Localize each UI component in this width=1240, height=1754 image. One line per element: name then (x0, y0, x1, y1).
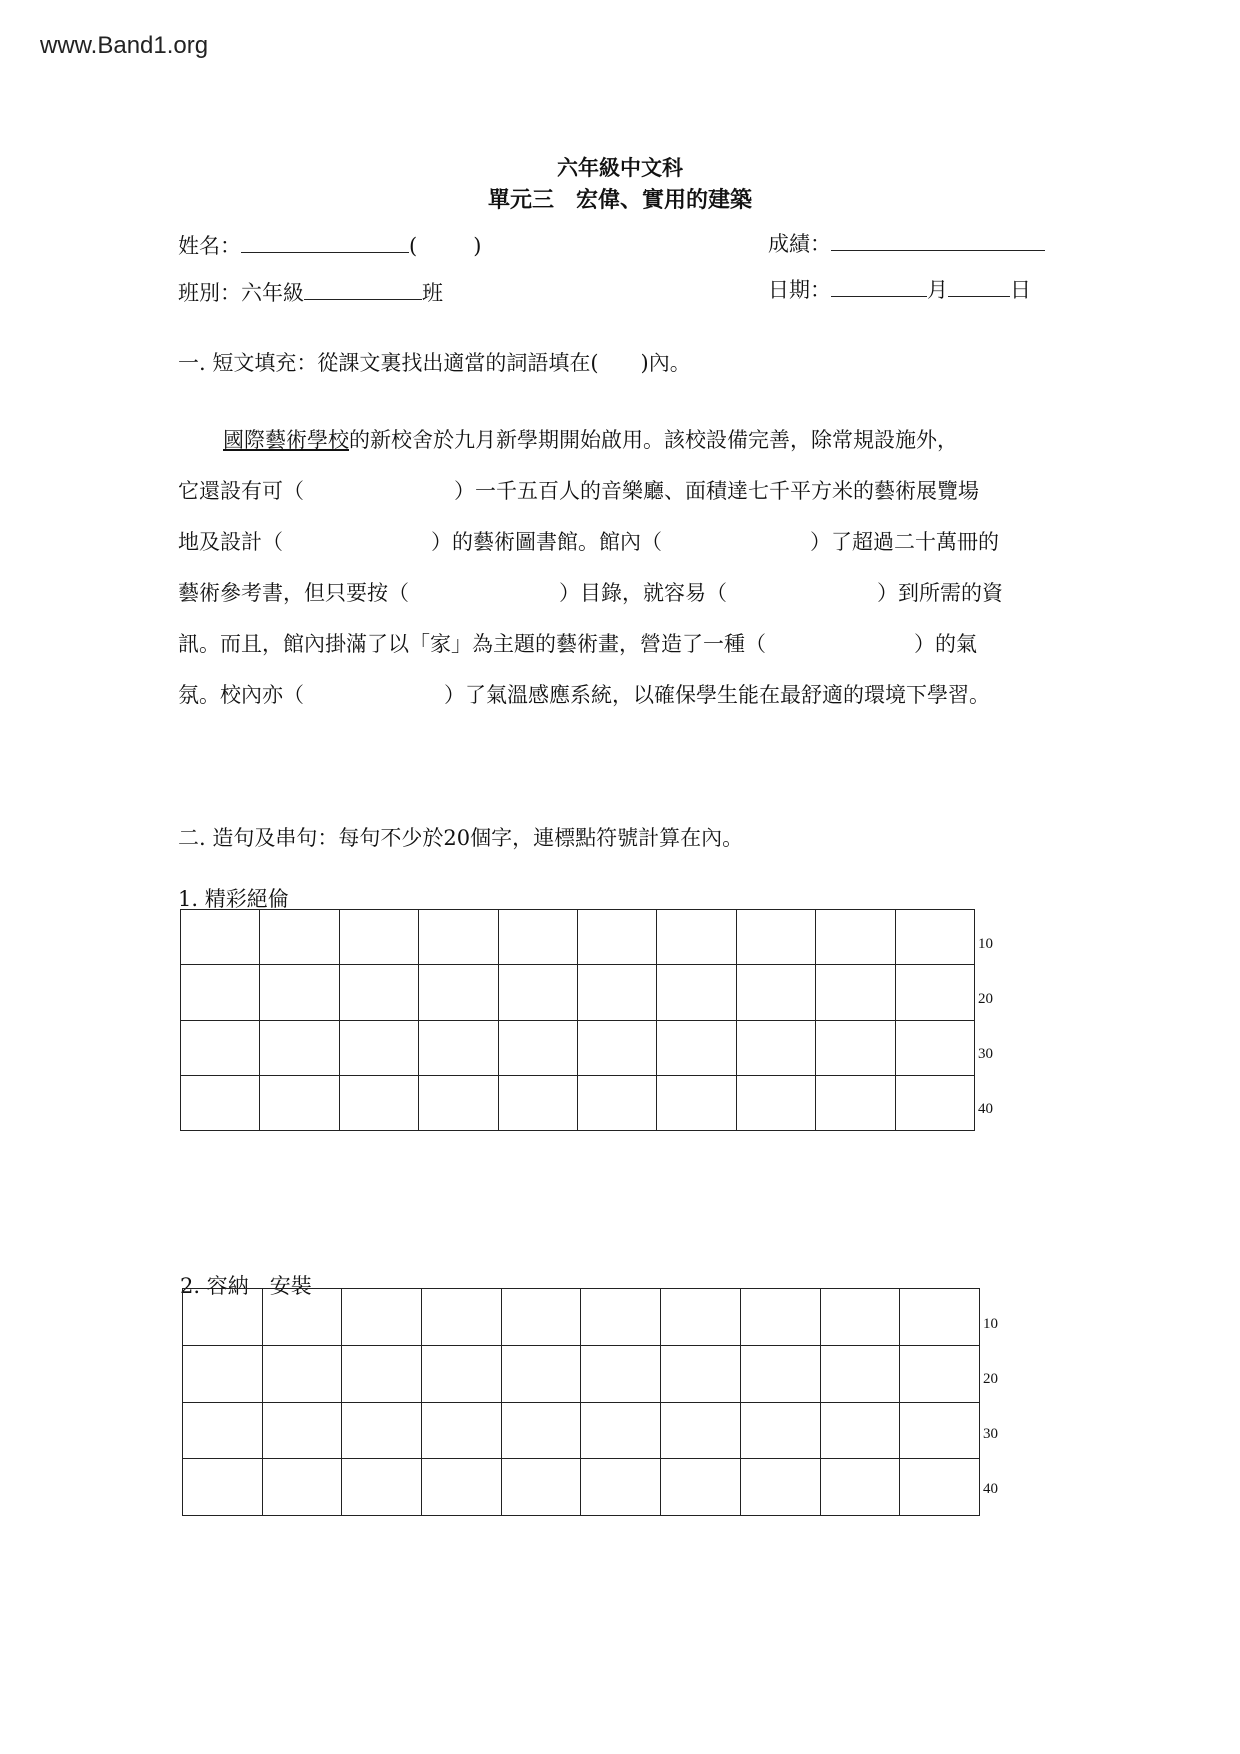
grid-cell[interactable] (181, 965, 260, 1020)
grid-cell[interactable] (900, 1345, 980, 1402)
count-label: 40 (978, 1101, 993, 1117)
name-label: 姓名： (178, 234, 241, 258)
grid-cell[interactable] (657, 1075, 736, 1130)
count-label: 10 (983, 1316, 998, 1332)
score-label: 成績： (768, 232, 831, 256)
grid-cell[interactable] (657, 965, 736, 1020)
count-label: 10 (978, 936, 993, 952)
grid-cell[interactable] (260, 1075, 339, 1130)
grid-cell[interactable] (342, 1459, 422, 1516)
grid-row (181, 910, 975, 965)
grid-cell[interactable] (577, 965, 656, 1020)
question-2-label: 2. 容納 安裝 (180, 1274, 312, 1298)
grid-cell[interactable] (262, 1402, 342, 1459)
grid-cell[interactable] (661, 1459, 741, 1516)
grid-cell[interactable] (900, 1402, 980, 1459)
grid-cell[interactable] (501, 1459, 581, 1516)
grid-row (183, 1402, 980, 1459)
date-label: 日期： (768, 278, 831, 302)
passage-text: ）了氣溫感應系統，以確保學生能在最舒適的環境下學習。 (444, 683, 990, 707)
grid-cell[interactable] (419, 910, 498, 965)
day-blank[interactable] (948, 276, 1010, 297)
passage-line-5 (178, 619, 1068, 670)
passage-text: 的新校舍於九月新學期開始啟用。該校設備完善，除常規設施外， (349, 428, 958, 452)
grid-cell[interactable] (581, 1402, 661, 1459)
grid-cell[interactable] (895, 1075, 974, 1130)
class-row (178, 277, 443, 307)
grid-cell[interactable] (900, 1289, 980, 1346)
grid-cell[interactable] (260, 910, 339, 965)
section2-heading: 二. 造句及串句：每句不少於20個字，連標點符號計算在內。 (178, 826, 744, 850)
grid-cell[interactable] (262, 1289, 342, 1346)
passage-text: 訊。而且，館內掛滿了以「家」為主題的藝術畫，營造了一種（ (178, 632, 766, 656)
grid-cell[interactable] (661, 1345, 741, 1402)
grid-cell[interactable] (339, 1020, 418, 1075)
writing-grid-2 (182, 1288, 980, 1516)
class-blank[interactable] (304, 279, 422, 300)
school-name: 國際藝術學校 (223, 428, 349, 452)
passage-text: ）的藝術圖書館。館內（ (431, 530, 662, 554)
grid-cell[interactable] (339, 965, 418, 1020)
month-blank[interactable] (831, 276, 927, 297)
grid-cell[interactable] (736, 965, 815, 1020)
grid-cell[interactable] (820, 1402, 900, 1459)
grid-cell[interactable] (342, 1345, 422, 1402)
date-row (768, 274, 1031, 304)
passage-text: ）到所需的資 (877, 581, 1003, 605)
grid-row (181, 1075, 975, 1130)
grid-cell[interactable] (736, 910, 815, 965)
grid-cell[interactable] (262, 1459, 342, 1516)
day-label: 日 (1010, 278, 1031, 302)
passage-line-3 (178, 517, 1068, 568)
grid-cell[interactable] (181, 910, 260, 965)
grid-cell[interactable] (419, 965, 498, 1020)
grid-cell[interactable] (820, 1345, 900, 1402)
grid-cell[interactable] (498, 910, 577, 965)
passage-text: 氛。校內亦（ (178, 683, 304, 707)
grid-cell[interactable] (740, 1289, 820, 1346)
class-label: 班別：六年級 (178, 281, 304, 305)
grid-cell[interactable] (498, 1020, 577, 1075)
grid-cell[interactable] (181, 1075, 260, 1130)
name-paren-open: ( (409, 234, 418, 258)
month-label: 月 (927, 278, 948, 302)
grid-cell[interactable] (422, 1459, 502, 1516)
grid-cell[interactable] (419, 1020, 498, 1075)
grid-cell[interactable] (895, 1020, 974, 1075)
passage-text: ）了超過二十萬冊的 (810, 530, 999, 554)
unit-title: 單元三 宏偉、實用的建築 (487, 187, 752, 213)
grid-cell[interactable] (183, 1459, 263, 1516)
grid-cell[interactable] (260, 965, 339, 1020)
grid-cell[interactable] (661, 1402, 741, 1459)
passage-line-4 (178, 568, 1068, 619)
grid-cell[interactable] (260, 1020, 339, 1075)
grid-cell[interactable] (577, 910, 656, 965)
count-label: 30 (983, 1426, 998, 1442)
grid-row (183, 1345, 980, 1402)
passage-text: ）一千五百人的音樂廳、面積達七千平方米的藝術展覽場 (454, 479, 979, 503)
grid-cell[interactable] (581, 1345, 661, 1402)
passage-line-1 (178, 415, 1068, 466)
grid-cell[interactable] (895, 965, 974, 1020)
grid-row (181, 965, 975, 1020)
name-blank[interactable] (241, 232, 409, 253)
site-watermark: www.Band1.org (40, 32, 209, 59)
grid-cell[interactable] (820, 1289, 900, 1346)
passage-text: ）的氣 (914, 632, 977, 656)
name-paren-close: ) (473, 234, 482, 258)
grid-cell[interactable] (657, 1020, 736, 1075)
grid-row (181, 1020, 975, 1075)
grid-cell[interactable] (342, 1402, 422, 1459)
grid-cell[interactable] (657, 910, 736, 965)
grid-cell[interactable] (581, 1289, 661, 1346)
score-row (768, 228, 1045, 258)
grid-cell[interactable] (501, 1289, 581, 1346)
passage-text: 它還設有可（ (178, 479, 304, 503)
grid-cell[interactable] (183, 1289, 263, 1346)
passage-line-2 (178, 466, 1068, 517)
grid-cell[interactable] (183, 1345, 263, 1402)
grid-cell[interactable] (816, 910, 895, 965)
writing-grid-1 (180, 909, 975, 1131)
grid-cell[interactable] (736, 1020, 815, 1075)
grid-cell[interactable] (900, 1459, 980, 1516)
passage-text: 地及設計（ (178, 530, 283, 554)
grid-cell[interactable] (498, 965, 577, 1020)
grid-cell[interactable] (183, 1402, 263, 1459)
grid-cell[interactable] (895, 910, 974, 965)
passage-line-6 (178, 670, 1068, 721)
grid-cell[interactable] (501, 1345, 581, 1402)
grid-cell[interactable] (816, 1075, 895, 1130)
grid-cell[interactable] (419, 1075, 498, 1130)
passage-text: ）目錄，就容易（ (559, 581, 727, 605)
count-label: 20 (978, 991, 993, 1007)
grid-cell[interactable] (820, 1459, 900, 1516)
grid-cell[interactable] (262, 1345, 342, 1402)
cloze-passage (178, 415, 1068, 721)
grid-cell[interactable] (577, 1020, 656, 1075)
score-blank[interactable] (831, 230, 1045, 251)
grid-row (183, 1459, 980, 1516)
grid-cell[interactable] (339, 1075, 418, 1130)
section1-heading: 一. 短文填充：從課文裏找出適當的詞語填在( )內。 (178, 351, 691, 375)
name-row (178, 230, 481, 260)
grid-cell[interactable] (498, 1075, 577, 1130)
class-suffix: 班 (422, 281, 443, 305)
grid-cell[interactable] (181, 1020, 260, 1075)
question-1-label: 1. 精彩絕倫 (178, 887, 289, 911)
grid-cell[interactable] (422, 1345, 502, 1402)
grid-cell[interactable] (577, 1075, 656, 1130)
grid-cell[interactable] (816, 1020, 895, 1075)
grid-cell[interactable] (661, 1289, 741, 1346)
grid-cell[interactable] (740, 1459, 820, 1516)
grid-cell[interactable] (342, 1289, 422, 1346)
grid-cell[interactable] (422, 1289, 502, 1346)
grid-cell[interactable] (422, 1402, 502, 1459)
grid-cell[interactable] (740, 1345, 820, 1402)
grid-row (183, 1289, 980, 1346)
count-label: 40 (983, 1481, 998, 1497)
grid-cell[interactable] (736, 1075, 815, 1130)
count-label: 30 (978, 1046, 993, 1062)
worksheet-title: 六年級中文科 (557, 155, 683, 180)
grid-cell[interactable] (501, 1402, 581, 1459)
grid-cell[interactable] (816, 965, 895, 1020)
count-label: 20 (983, 1371, 998, 1387)
grid-cell[interactable] (740, 1402, 820, 1459)
grid-cell[interactable] (581, 1459, 661, 1516)
passage-text: 藝術參考書，但只要按（ (178, 581, 409, 605)
grid-cell[interactable] (339, 910, 418, 965)
